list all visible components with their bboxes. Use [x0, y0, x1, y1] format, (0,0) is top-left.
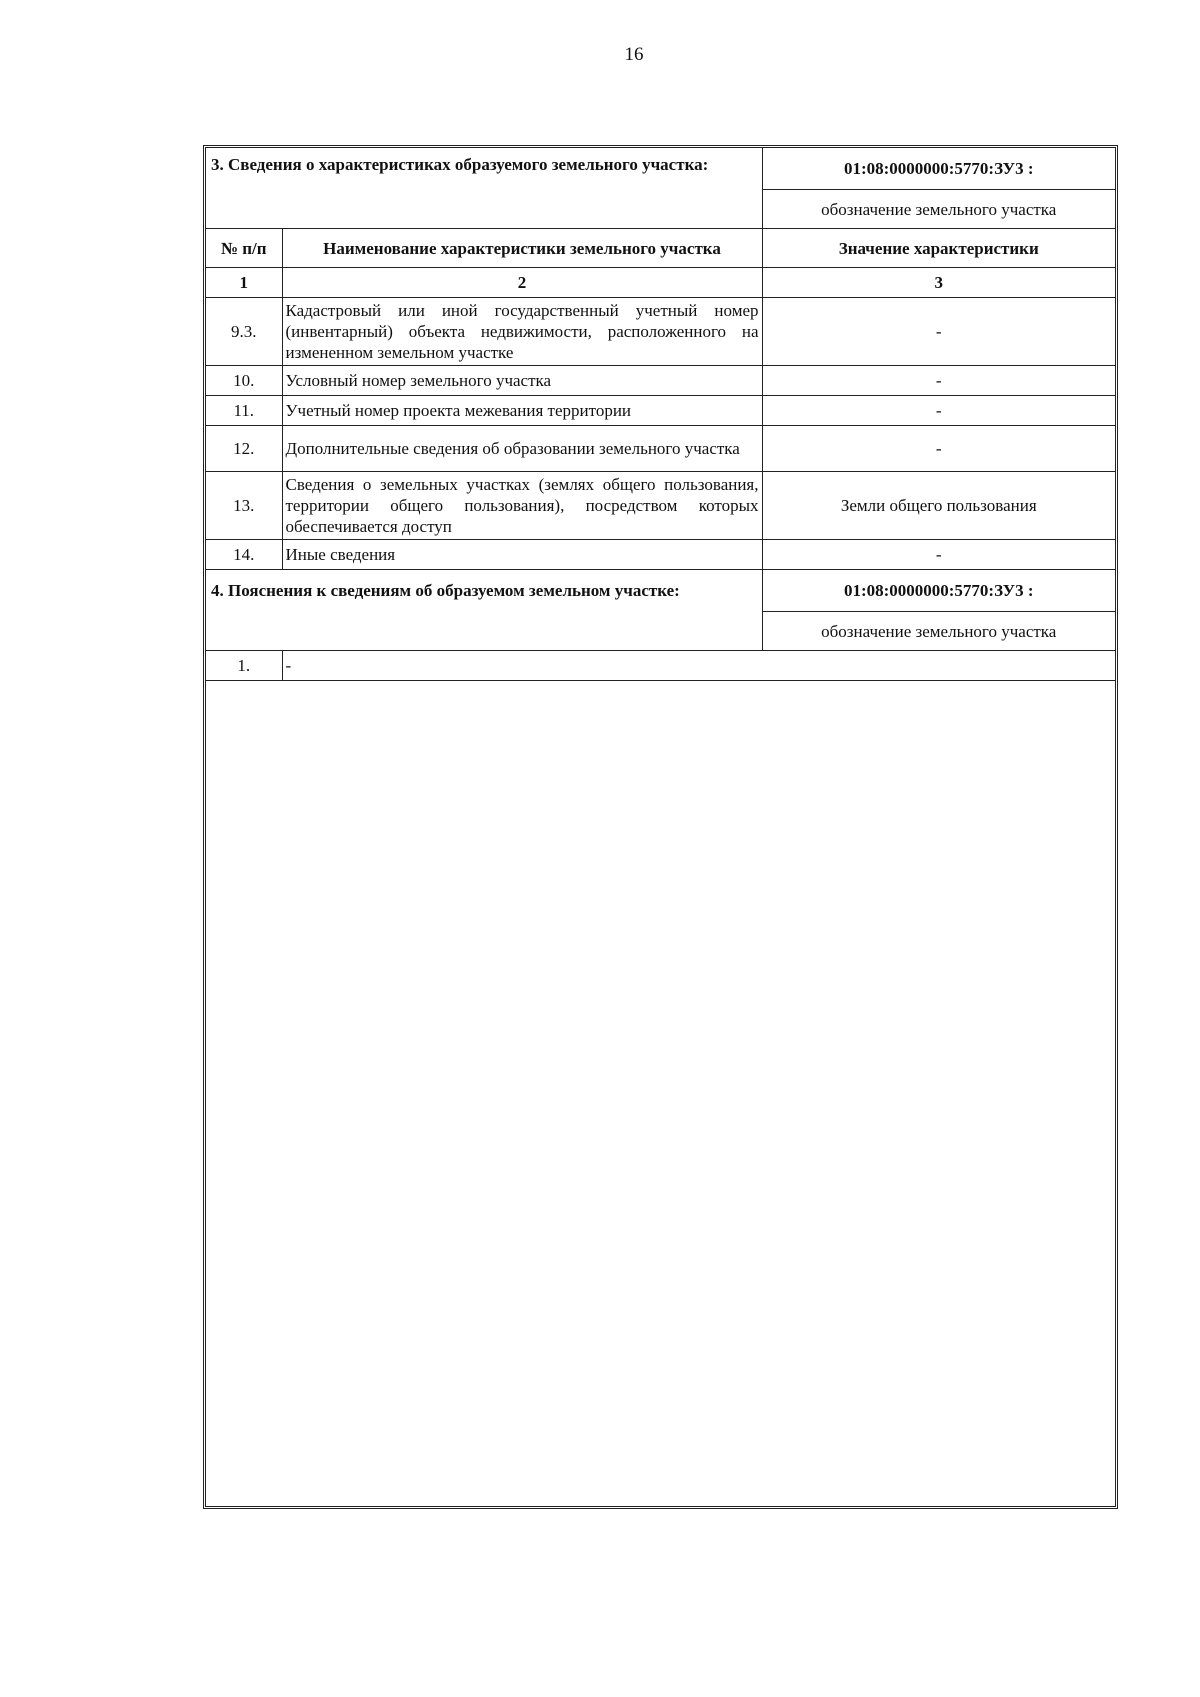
page-number: 16 — [624, 44, 644, 65]
section4-title: 4. Пояснения к сведениям об образуемом земельном участке: — [206, 570, 762, 651]
explanation-number: 1. — [206, 651, 282, 681]
row-value: - — [762, 426, 1115, 472]
row-name: Условный номер земельного участка — [282, 366, 762, 396]
section3-parcel-caption: обозначение земельного участка — [762, 190, 1115, 229]
header-value: Значение характеристики — [762, 229, 1115, 268]
section3-title: 3. Сведения о характеристиках образуемого земельного участка: — [206, 148, 762, 229]
row-value: - — [762, 366, 1115, 396]
header-number: № п/п — [206, 229, 282, 268]
column-number-1: 1 — [206, 268, 282, 298]
explanation-text: - — [282, 651, 1115, 681]
row-number: 9.3. — [206, 298, 282, 366]
section3-parcel-code: 01:08:0000000:5770:ЗУ3 : — [762, 148, 1115, 190]
row-name: Сведения о земельных участках (землях общего пользования, территории общего пользования), посредством которых обеспечивается доступ — [282, 472, 762, 540]
row-name: Кадастровый или иной государственный учетный номер (инвентарный) объекта недвижимости, расположенного на измененном земельном участке — [282, 298, 762, 366]
row-value: - — [762, 298, 1115, 366]
row-name: Учетный номер проекта межевания территории — [282, 396, 762, 426]
row-number: 12. — [206, 426, 282, 472]
row-name: Иные сведения — [282, 540, 762, 570]
row-number: 10. — [206, 366, 282, 396]
row-value: Земли общего пользования — [762, 472, 1115, 540]
row-number: 13. — [206, 472, 282, 540]
document-frame — [203, 145, 1118, 1509]
characteristics-table — [206, 148, 1115, 681]
row-name: Дополнительные сведения об образовании земельного участка — [282, 426, 762, 472]
column-number-3: 3 — [762, 268, 1115, 298]
row-number: 14. — [206, 540, 282, 570]
row-value: - — [762, 540, 1115, 570]
column-number-2: 2 — [282, 268, 762, 298]
row-value: - — [762, 396, 1115, 426]
header-name: Наименование характеристики земельного участка — [282, 229, 762, 268]
section4-parcel-caption: обозначение земельного участка — [762, 612, 1115, 651]
section4-parcel-code: 01:08:0000000:5770:ЗУ3 : — [762, 570, 1115, 612]
row-number: 11. — [206, 396, 282, 426]
